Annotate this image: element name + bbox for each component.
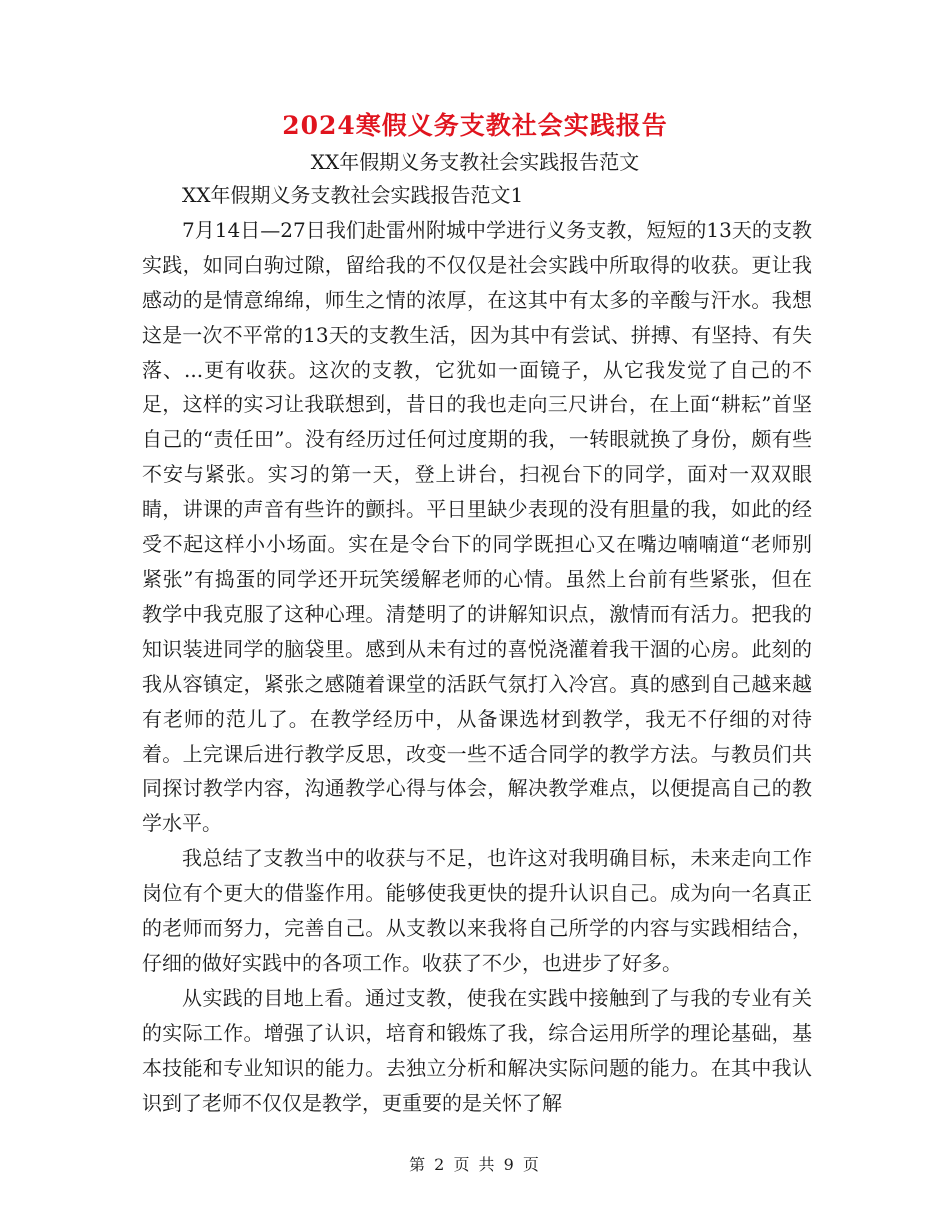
document-body	[142, 178, 812, 1120]
body-paragraph: 7月14日—27日我们赴雷州附城中学进行义务支教，短短的13天的支教实践，如同白驹过隙，留给我的不仅仅是社会实践中所取得的收获。更让我感动的是情意绵绵，师生之情的浓厚，在这其中有太多的辛酸与汗水。我想这是一次不平常的13天的支教生活，因为其中有尝试、拼搏、有坚持、有失落、...更有收获。这次的支教，它犹如一面镜子，从它我发觉了自己的不足，这样的实习让我联想到，昔日的我也走向三尺讲台，在上面“耕耘”首坚自己的“责任田”。没有经历过任何过度期的我，一转眼就换了身份，颇有些不安与紧张。实习的第一天，登上讲台，扫视台下的同学，面对一双双眼睛，讲课的声音有些许的颤抖。平日里缺少表现的没有胆量的我，如此的经受不起这样小小场面。实在是令台下的同学既担心又在嘴边喃喃道“老师别紧张”有捣蛋的同学还开玩笑缓解老师的心情。虽然上台前有些紧张，但在教学中我克服了这种心理。清楚明了的讲解知识点，激情而有活力。把我的知识装进同学的脑袋里。感到从未有过的喜悦浇灌着我干涸的心房。此刻的我从容镇定，紧张之感随着课堂的活跃气氛打入冷宫。真的感到自己越来越有老师的范儿了。在教学经历中，从备课选材到教学，我无不仔细的对待着。上完课后进行教学反思，改变一些不适合同学的教学方法。与教员们共同探讨教学内容，沟通教学心得与体会，解决教学难点，以便提高自己的教学水平。	[142, 217, 812, 836]
body-paragraph: 从实践的目地上看。通过支教，使我在实践中接触到了与我的专业有关的实际工作。增强了认识，培育和锻炼了我，综合运用所学的理论基础，基本技能和专业知识的能力。去独立分析和解决实际问题的能力。在其中我认识到了老师不仅仅是教学，更重要的是关怀了解	[142, 985, 812, 1115]
body-paragraph: 我总结了支教当中的收获与不足，也许这对我明确目标，未来走向工作岗位有个更大的借鉴作用。能够使我更快的提升认识自己。成为向一名真正的老师而努力，完善自己。从支教以来我将自己所学的内容与实践相结合，仔细的做好实践中的各项工作。收获了不少，也进步了好多。	[142, 846, 812, 975]
section-heading: XX年假期义务支教社会实践报告范文1	[182, 183, 524, 207]
document-title: 2024寒假义务支教社会实践报告	[282, 111, 668, 140]
document-subtitle: XX年假期义务支教社会实践报告范文	[310, 150, 640, 174]
page-footer: 第 2 页 共 9 页	[409, 1155, 541, 1174]
